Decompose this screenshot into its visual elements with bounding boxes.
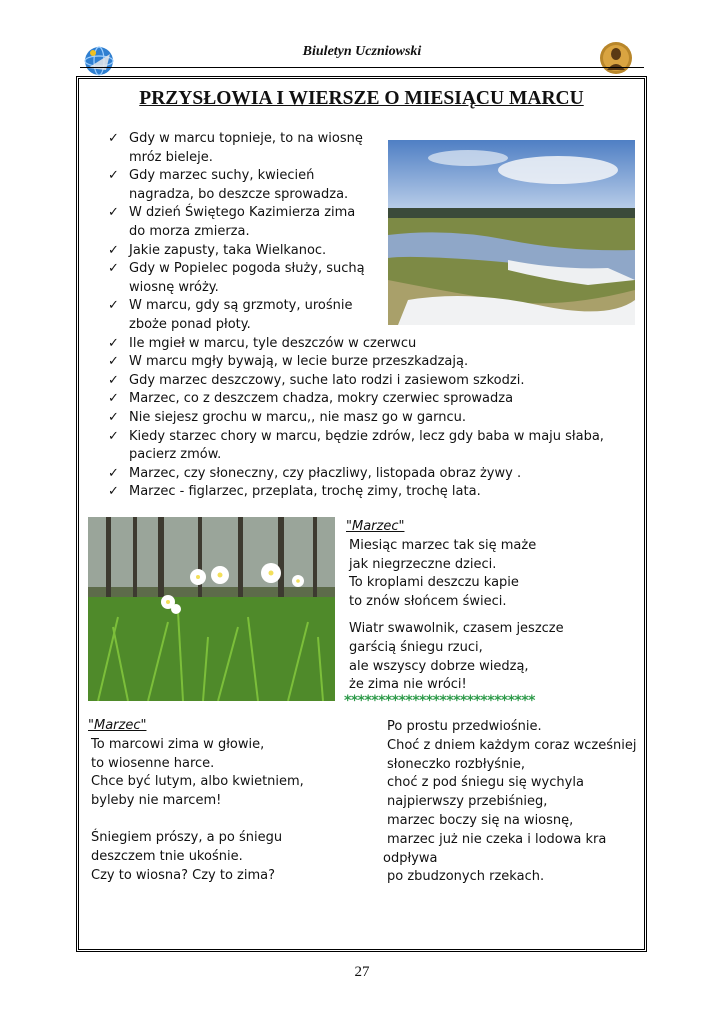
list-item: ✓ Gdy marzec deszczowy, suche lato rodzi i zasiewom szkodzi. xyxy=(108,372,638,391)
poem-title: "Marzec" xyxy=(346,519,405,534)
check-mark-icon: ✓ xyxy=(108,168,119,184)
poem-line: najpierwszy przebiśnieg, xyxy=(387,794,548,810)
list-item: ✓ W dzień Świętego Kazimierza zima do morza zmierza. xyxy=(108,205,356,239)
poem-line: To marcowi zima w głowie, xyxy=(91,736,265,752)
check-mark-icon: ✓ xyxy=(108,261,119,277)
list-item: ✓ Kiedy starzec chory w marcu, będzie zdrów, lecz gdy baba w maju słaba, pacierz zmów. xyxy=(108,428,604,463)
poem-line: garścią śniegu rzuci, xyxy=(349,639,483,655)
list-item: ✓ Marzec - figlarzec, przeplata, trochę zimy, trochę lata. xyxy=(108,483,638,502)
poem-line: deszczem tnie ukośnie. xyxy=(91,848,243,864)
list-item: ✓ W marcu, gdy są grzmoty, urośnie zboże ponad płoty. xyxy=(108,298,353,332)
list-item: ✓ Gdy w Popielec pogoda służy, suchą wiosnę wróży. xyxy=(108,261,365,295)
header-divider xyxy=(80,67,644,68)
list-item: ✓ Gdy marzec suchy, kwiecień nagradza, bo deszcze sprowadza. xyxy=(108,168,349,202)
check-mark-icon: ✓ xyxy=(108,335,119,351)
page-title: PRZYSŁOWIA I WIERSZE O MIESIĄCU MARCU xyxy=(139,88,584,109)
list-item: ✓ Marzec, co z deszczem chadza, mokry czerwiec sprowadza xyxy=(108,390,638,409)
check-mark-icon: ✓ xyxy=(108,131,119,146)
proverbs-list xyxy=(108,130,638,502)
header-title: Biuletyn Uczniowski xyxy=(302,44,422,59)
poem-line: choć z pod śniegu się wychyla xyxy=(387,775,584,791)
poem-line: Śniegiem prószy, a po śniegu xyxy=(91,829,283,845)
star-separator: **************************** xyxy=(344,693,535,709)
poem-line: że zima nie wróci! xyxy=(349,677,467,693)
check-mark-icon: ✓ xyxy=(108,298,119,314)
list-item: ✓ Marzec, czy słoneczny, czy płaczliwy, listopada obraz żywy . xyxy=(108,465,638,484)
poem-line: słoneczko rozbłyśnie, xyxy=(387,756,526,772)
poem-line: marzec już nie czeka i lodowa kra xyxy=(387,831,607,847)
list-item: ✓ Jakie zapusty, taka Wielkanoc. xyxy=(108,242,374,261)
poem-line: po zbudzonych rzekach. xyxy=(387,869,545,885)
list-item: ✓ Nie siejesz grochu w marcu,, nie masz go w garncu. xyxy=(108,409,638,428)
list-item: ✓ W marcu mgły bywają, w lecie burze przeszkadzają. xyxy=(108,353,638,372)
check-mark-icon: ✓ xyxy=(108,391,119,407)
poem-line: byleby nie marcem! xyxy=(91,793,222,809)
poem-continuation xyxy=(383,718,638,887)
poem-line: to wiosenne harce. xyxy=(91,755,215,771)
poem-marzec-2 xyxy=(88,717,348,885)
check-mark-icon: ✓ xyxy=(108,354,119,370)
poem-line: To kroplami deszczu kapie xyxy=(349,575,519,591)
poem-line: Czy to wiosna? Czy to zima? xyxy=(91,867,275,883)
poem-line: jak niegrzeczne dzieci. xyxy=(349,556,497,572)
poem-line: Miesiąc marzec tak się maże xyxy=(349,537,537,553)
check-mark-icon: ✓ xyxy=(108,484,119,500)
check-mark-icon: ✓ xyxy=(108,409,119,425)
poem-title: "Marzec" xyxy=(88,718,147,733)
poem-line: to znów słońcem świeci. xyxy=(349,594,507,610)
check-mark-icon: ✓ xyxy=(108,372,119,388)
poem-line: Chce być lutym, albo kwietniem, xyxy=(91,774,304,790)
list-item: ✓ Ile mgieł w marcu, tyle deszczów w czerwcu xyxy=(108,335,638,354)
poem-line: Choć z dniem każdym coraz wcześniej xyxy=(387,737,637,753)
check-mark-icon: ✓ xyxy=(108,465,119,481)
check-mark-icon: ✓ xyxy=(108,242,119,258)
anemone-flowers-photo xyxy=(88,517,335,701)
poem-line: marzec boczy się na wiosnę, xyxy=(387,812,574,828)
portrait-medallion-icon xyxy=(599,40,633,76)
check-mark-icon: ✓ xyxy=(108,428,119,444)
poem-line: Po prostu przedwiośnie. xyxy=(387,719,542,734)
page-number: 27 xyxy=(354,964,370,980)
poem-line: Wiatr swawolnik, czasem jeszcze xyxy=(349,620,564,636)
check-mark-icon: ✓ xyxy=(108,205,119,221)
poem-marzec-1 xyxy=(346,518,626,695)
poem-line: odpływa xyxy=(383,850,438,866)
list-item: ✓ Gdy w marcu topnieje, to na wiosnę mróz bieleje. xyxy=(108,131,363,165)
poem-line: ale wszyscy dobrze wiedzą, xyxy=(349,658,529,674)
